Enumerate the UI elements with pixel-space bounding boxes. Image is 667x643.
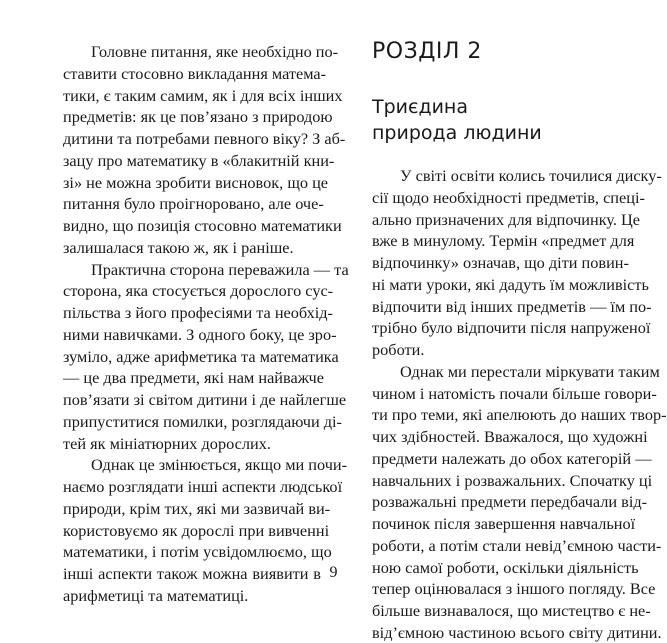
text-line: природи, крім тих, які ми зазвичай ви- (63, 498, 331, 518)
chapter-subtitle-line-2: природа людини (372, 122, 542, 144)
text-line: починок після завершення навчальної (372, 514, 636, 533)
text-line: предмети належать до обох категорій — (372, 448, 652, 468)
text-line: сії щодо необхідності предметів, спеці- (372, 187, 645, 207)
text-line: більше визнавалося, що мистецтво є не- (372, 601, 651, 620)
page-number: 9 (329, 564, 338, 581)
text-line: від’ємною частиною всього світу дитини. (372, 622, 662, 642)
text-line: вже в минулому. Термін «предмет для (372, 231, 635, 251)
text-line: інші аспекти також можна виявити в (63, 564, 321, 583)
text-line: тики, є таким самим, як і для всіх інших (63, 85, 343, 105)
text-line: роботи, а потім стали невід’ємною части- (372, 535, 662, 555)
text-line: користовуємо як дорослі при вивченні (63, 520, 330, 540)
chapter-heading: РОЗДІЛ 2 (372, 39, 482, 64)
text-line: питання було проігноровано, але оче- (63, 194, 324, 214)
text-line: трібно було відпочити після напруженої (372, 318, 651, 338)
text-line: зі» не можна зробити висновок, що це (63, 172, 329, 192)
text-line: сторона, яка стосується дорослого сус- (63, 281, 334, 301)
text-line: Практична сторона переважила — та (91, 259, 349, 279)
text-line: ставити стосовно викладання матема- (63, 63, 327, 83)
text-line: ально призначених для відпочинку. Це (372, 209, 641, 229)
text-line: зуміло, адже арифметика та математика (63, 346, 339, 366)
text-line: дитини та потребами певного віку? З аб- (63, 129, 346, 148)
text-line: чих здібностей. Вважалося, що художні (372, 427, 648, 446)
text-line: Однак ми перестали міркувати таким (400, 361, 660, 381)
text-line: відпочинку» означав, що діти повин- (372, 253, 629, 272)
text-line: У світі освіти колись точилися диску- (400, 166, 662, 185)
text-line: чином і натомість почали більше говори- (372, 383, 657, 403)
text-line: розважальні предмети передбачали від- (372, 492, 648, 512)
text-line: видно, що позиція стосовно математики (63, 216, 342, 235)
text-line: математики, і потім усвідомлюємо, що (63, 542, 332, 562)
text-line: ні мати уроки, які дадуть їм можливість (372, 274, 649, 294)
text-line: тей як мініатюрних дорослих. (63, 433, 271, 453)
text-line: Головне питання, яке необхідно по- (91, 42, 339, 61)
text-line: ною самої роботи, оскільки діяльність (372, 557, 639, 577)
text-line: предметів: як це пов’язано з природою (63, 107, 333, 127)
text-line: наємо розглядати інші аспекти людської (63, 477, 343, 496)
text-line: арифметиці та математиці. (63, 585, 249, 605)
text-line: ними навичками. З одного боку, це зро- (63, 324, 337, 344)
text-line: — це два предмети, які нам найважче (63, 368, 324, 388)
text-line: Однак це змінюється, якщо ми почи- (91, 455, 348, 475)
text-line: пов’язати зі світом дитини і де найлегше (63, 390, 347, 409)
text-line: роботи. (372, 340, 425, 359)
text-line: пільства з його професіями та необхід- (63, 303, 333, 322)
text-line: навчальних і розважальних. Спочатку ці (372, 470, 653, 490)
text-line: ти про теми, які апелюють до наших твор- (372, 405, 667, 425)
text-line: припуститися помилки, розглядаючи ді- (63, 411, 342, 431)
text-line: залишалася такою ж, як і раніше. (63, 237, 294, 257)
chapter-subtitle-line-1: Триєдина (372, 96, 468, 118)
text-line: зацу про математику в «блакитній кни- (63, 150, 335, 170)
text-line: відпочити від інших предметів — їм по- (372, 296, 652, 316)
text-line: тепер оцінювалася з іншого погляду. Все (372, 579, 656, 599)
